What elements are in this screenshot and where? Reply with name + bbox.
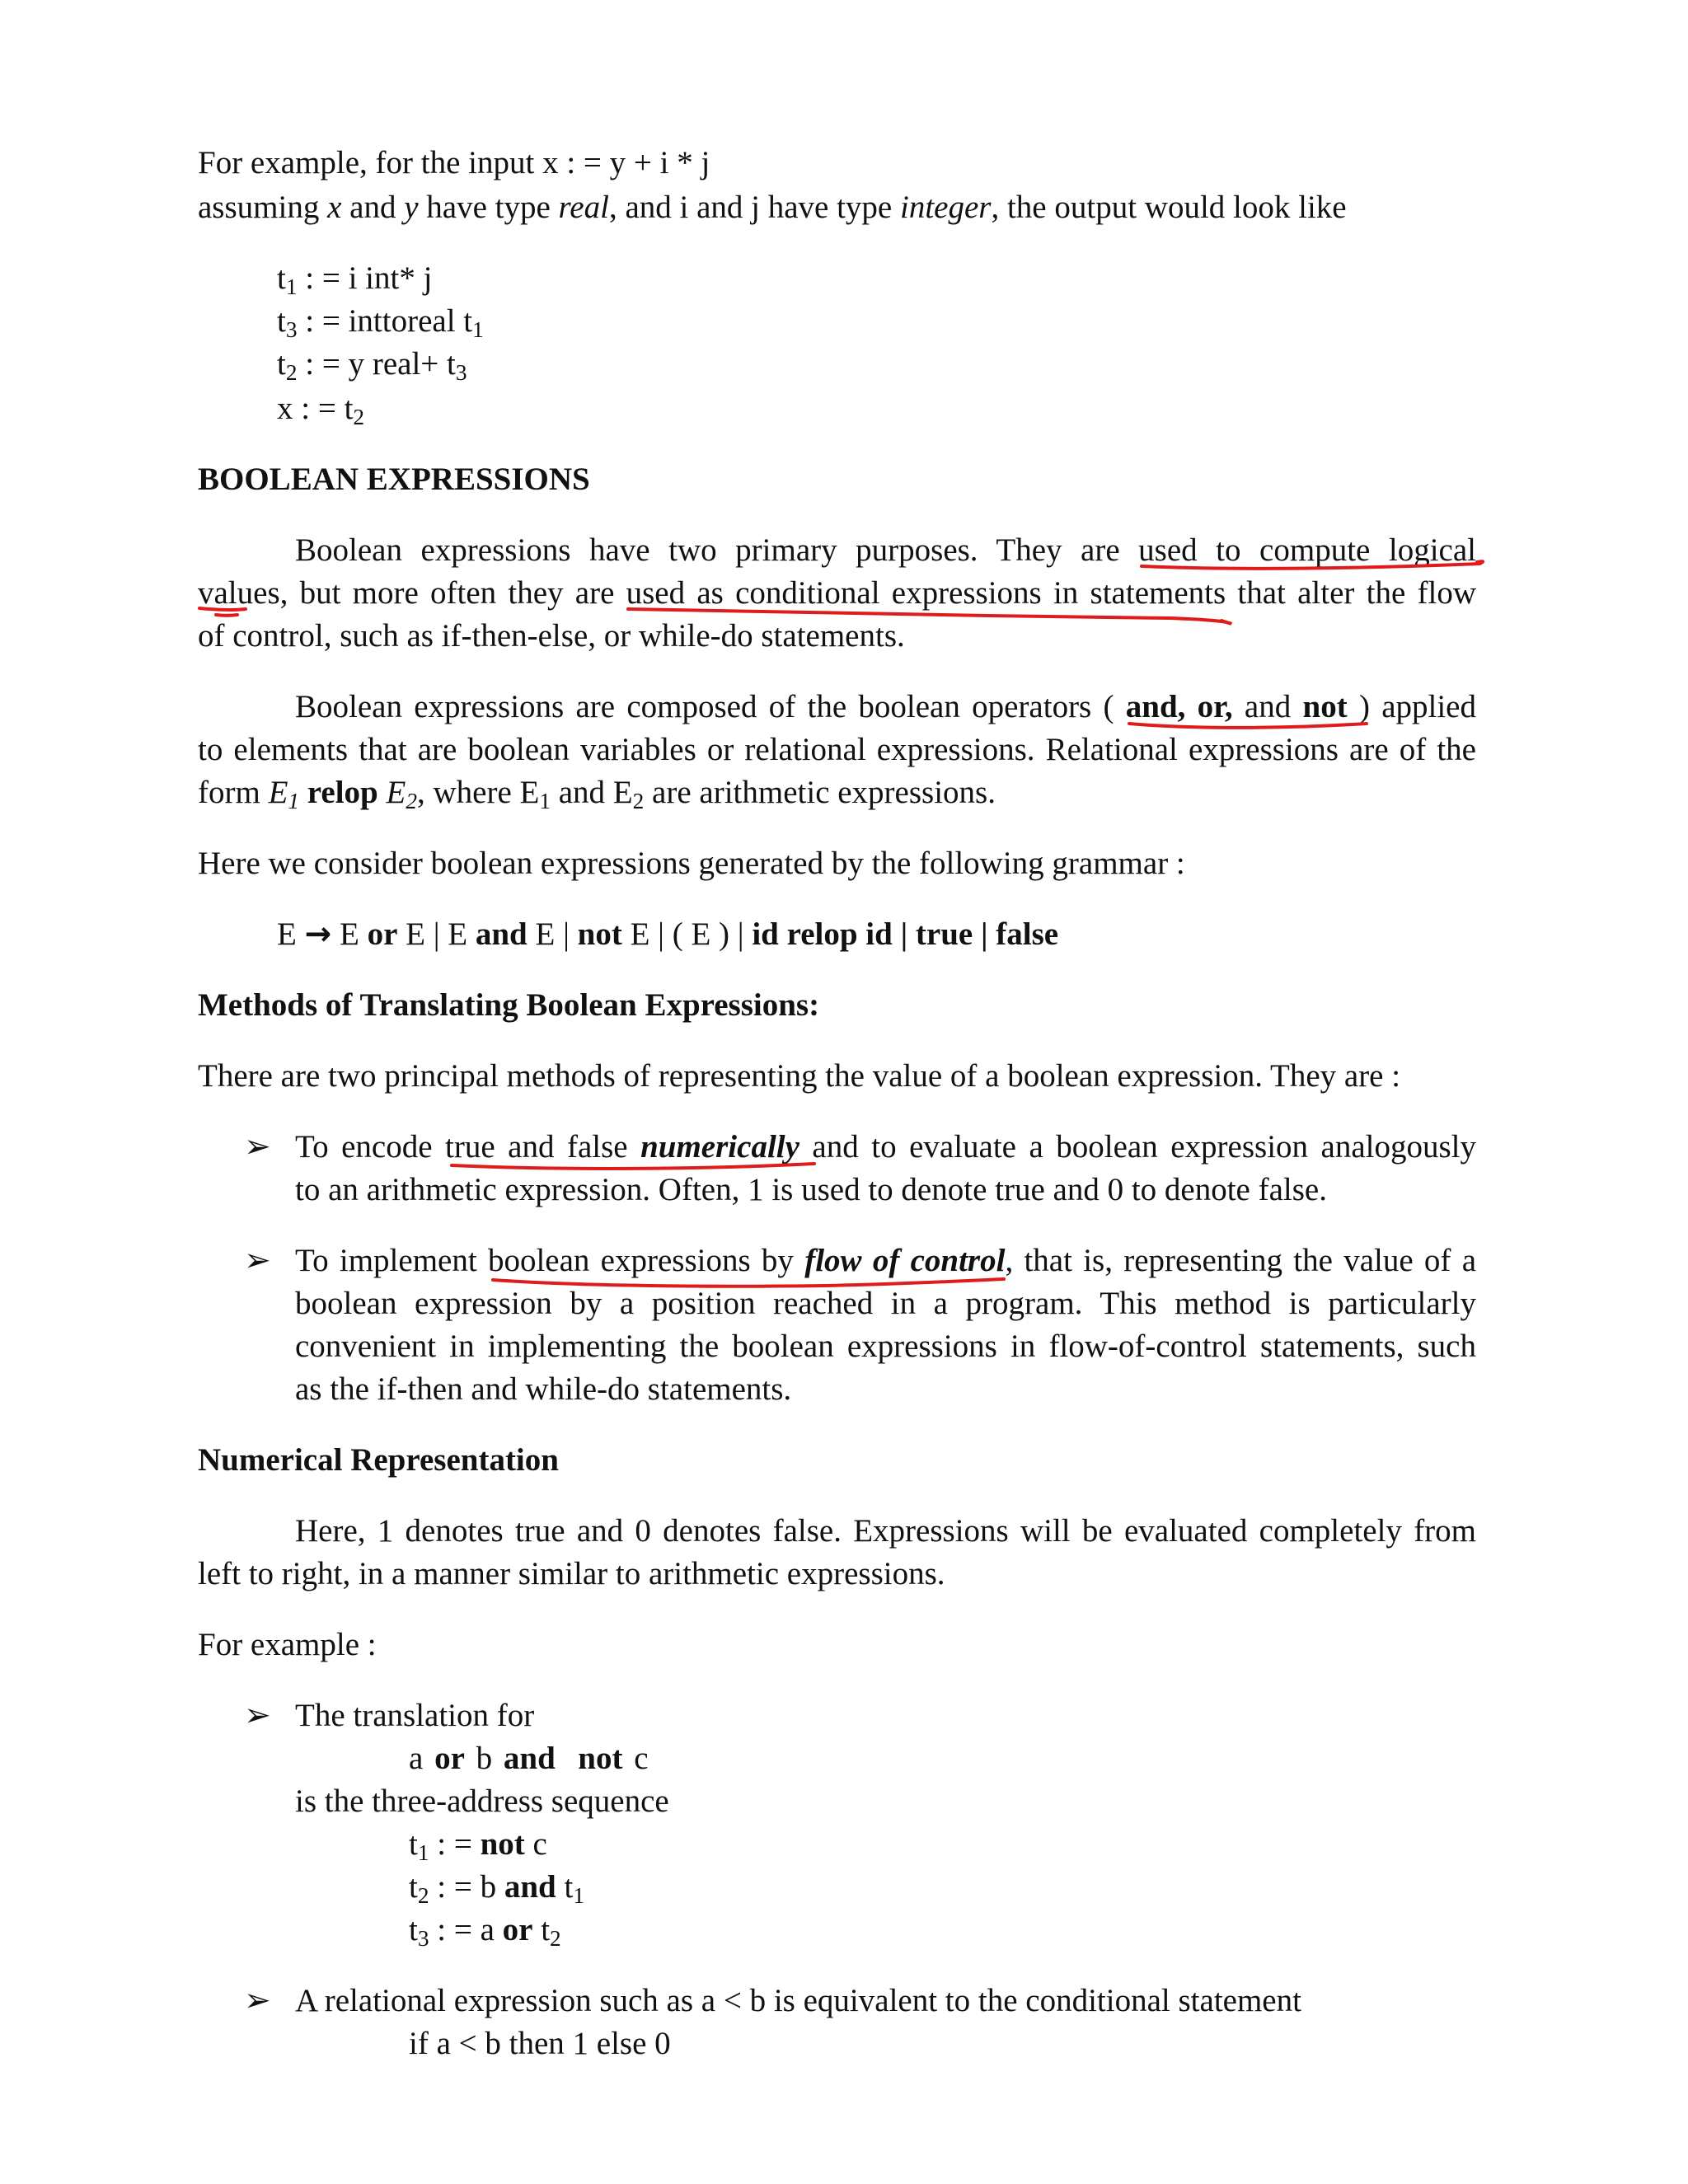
bullet-numerical-line-2: to an arithmetic expression. Often, 1 is used to denote true and 0 to denote false. (295, 1172, 1327, 1207)
bullet-flow-line-4: as the if-then and while-do statements. (295, 1371, 792, 1407)
bullet-flow-line-3: convenient in implementing the boolean expressions in flow-of-control statements, such (295, 1329, 1476, 1364)
paragraph-operators-line-3: form $E_1$ relop $E_2$, where $E_1$ and $E_2$ are arithmetic expressions. (198, 775, 996, 813)
example-code-line: $t_3$ : = a or $t_2$ (409, 1912, 561, 1951)
intro-line-2: assuming x and y have type real, and i and j have type integer, the output would look like (198, 190, 1347, 225)
bullet-arrow-icon: ➢ (244, 1983, 271, 2018)
bullet-arrow-icon: ➢ (244, 1129, 271, 1165)
grammar-rule: E → E or E | E and E | not E | ( E ) | id relop id | true | false (277, 916, 1059, 953)
paragraph-numerical-line-1: Here, 1 denotes true and 0 denotes false. Expressions will be evaluated completely from (295, 1513, 1476, 1549)
example-code-line: $t_1$ : = not c (409, 1826, 547, 1865)
bullet-arrow-icon: ➢ (244, 1243, 271, 1278)
paragraph-operators-line-1: Boolean expressions are composed of the boolean operators ( and, or, and not ) applied (295, 689, 1476, 724)
section-heading-numerical: Numerical Representation (198, 1442, 559, 1478)
section-heading-boolean-expressions: BOOLEAN EXPRESSIONS (198, 462, 590, 497)
paragraph-purposes-line-2: values, but more often they are used as conditional expressions in statements that alter the flow (198, 575, 1476, 611)
intro-line-1: For example, for the input x : = y + i * j (198, 145, 710, 180)
code-line: x : = $t_2$ (277, 391, 365, 429)
code-line: $t_1$ : = i int* j (277, 260, 433, 299)
paragraph-numerical-line-2: left to right, in a manner similar to arithmetic expressions. (198, 1556, 945, 1591)
paragraph-purposes-line-1: Boolean expressions have two primary purposes. They are used to compute logical (295, 532, 1476, 568)
relational-line-2: if a < b then 1 else 0 (409, 2026, 671, 2061)
bullet-flow-line-1: To implement boolean expressions by flow of control, that is, representing the value of a (295, 1243, 1477, 1278)
paragraph-for-example: For example : (198, 1627, 377, 1662)
bullet-arrow-icon: ➢ (244, 1698, 271, 1733)
code-line: $t_3$ : = inttoreal $t_1$ (277, 303, 484, 342)
paragraph-grammar-intro: Here we consider boolean expressions generated by the following grammar : (198, 846, 1185, 881)
section-heading-methods: Methods of Translating Boolean Expressions: (198, 987, 820, 1023)
example-expression: a or b and not c (409, 1741, 649, 1776)
paragraph-operators-line-2: to elements that are boolean variables or relational expressions. Relational expressions are of the (198, 732, 1476, 767)
relational-line-1: A relational expression such as a < b is equivalent to the conditional statement (295, 1983, 1301, 2018)
bullet-flow-line-2: boolean expression by a position reached in a program. This method is particularly (295, 1286, 1476, 1321)
example-intro: The translation for (295, 1698, 535, 1733)
example-sequence-intro: is the three-address sequence (295, 1783, 669, 1819)
example-code-line: $t_2$ : = b and $t_1$ (409, 1869, 584, 1908)
bullet-numerical-line-1: To encode true and false numerically and to evaluate a boolean expression analogously (295, 1129, 1477, 1165)
code-line: $t_2$ : = y real+ $t_3$ (277, 346, 467, 385)
paragraph-methods-intro: There are two principal methods of representing the value of a boolean expression. They are : (198, 1058, 1401, 1094)
right-arrow-icon: → (304, 916, 332, 953)
paragraph-purposes-line-3: of control, such as if-then-else, or while-do statements. (198, 618, 905, 654)
